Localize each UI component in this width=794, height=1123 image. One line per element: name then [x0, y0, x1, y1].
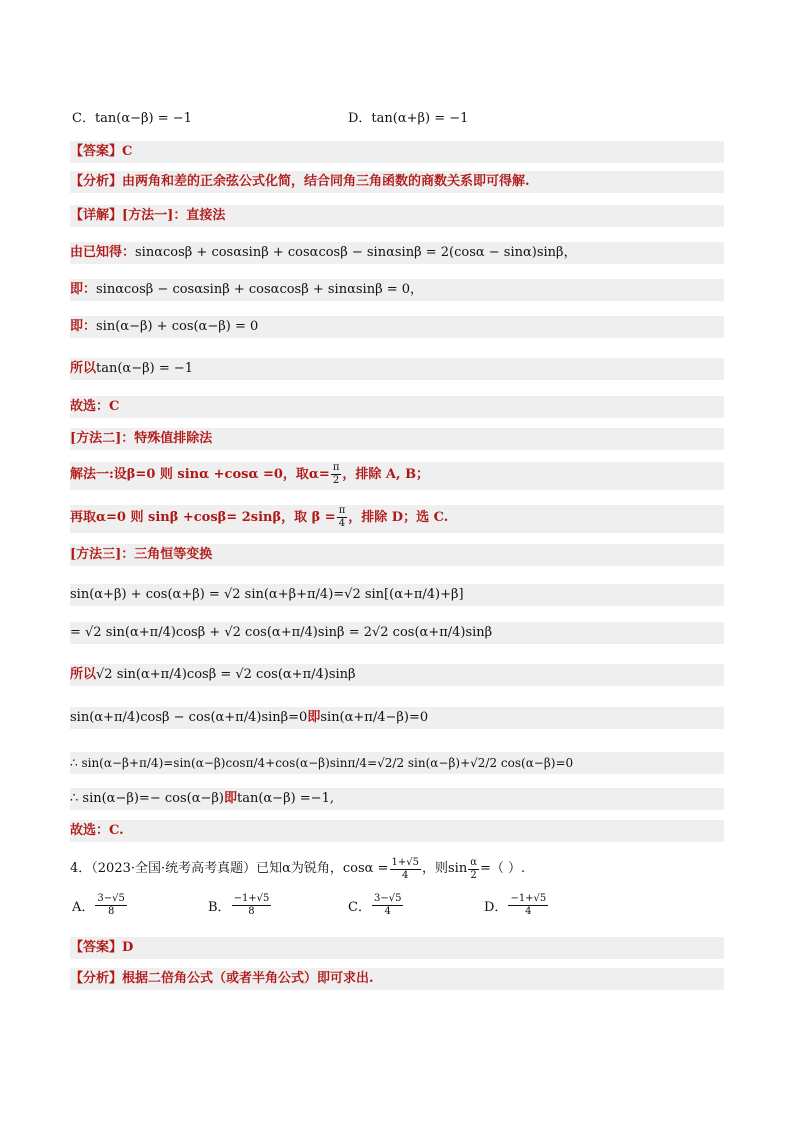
prefix: 所以: [70, 361, 97, 376]
analysis-text: 由两角和差的正余弦公式化简，结合同角三角函数的商数关系即可得解.: [122, 174, 530, 189]
denominator: 4: [338, 518, 346, 529]
math: sin(α−β) + cos(α−β) = 0: [96, 319, 259, 334]
math: ∴ sin(α−β)=− cos(α−β): [70, 791, 224, 806]
text: ，排除 A, B；: [342, 467, 430, 482]
fraction: [95, 893, 126, 918]
fraction: [372, 893, 403, 918]
label: B．: [208, 900, 231, 915]
method3-line3: [70, 664, 724, 686]
q4-analysis-row: [70, 968, 724, 990]
q4-option-b: [208, 893, 272, 918]
option-d: D．tan(α+β) = −1: [348, 111, 469, 126]
method2-title: [方法二]：特殊值排除法: [70, 428, 724, 450]
denominator: 2: [332, 475, 340, 486]
method1-line3: [70, 316, 724, 338]
stem-text: sin: [448, 861, 468, 876]
fraction: [337, 505, 348, 530]
q4-option-a: [72, 893, 128, 918]
denominator: 4: [525, 906, 532, 917]
analysis-tag: 【分析】: [70, 174, 123, 189]
numerator: 3−√5: [373, 893, 402, 904]
analysis-tag: 【分析】: [70, 971, 123, 986]
math: sin(α+π/4)cosβ − cos(α+π/4)sinβ=0: [70, 710, 308, 725]
fraction: [232, 893, 272, 918]
denominator: 4: [384, 906, 391, 917]
numerator: α: [470, 856, 477, 868]
q4-answer-tag: 【答案】D: [70, 937, 724, 959]
fraction: [331, 462, 342, 487]
stem-text: α为锐角，cosα =: [282, 861, 389, 876]
denominator: 4: [402, 869, 409, 881]
math: sin(α+π/4−β)=0: [320, 710, 429, 725]
fraction: [390, 857, 421, 882]
denominator: 8: [248, 906, 255, 917]
stem-text: ，则: [421, 861, 448, 876]
stem-text: =（ ）.: [479, 861, 526, 876]
math: tan(α−β) = −1: [96, 361, 194, 376]
prefix: 即：: [70, 319, 97, 334]
label: C．: [348, 900, 371, 915]
method1-choice: 故选：C: [70, 396, 724, 418]
method3-line1: sin(α+β) + cos(α+β) = √2 sin(α+β+π/4)=√2 sin[(α+π/4)+β]: [70, 584, 724, 606]
numerator: π: [332, 462, 340, 473]
numerator: −1+√5: [510, 893, 547, 904]
method3-title: [方法三]：三角恒等变换: [70, 544, 724, 566]
numerator: 3−√5: [97, 893, 125, 904]
q4-option-c: [348, 893, 404, 918]
method2-line2: [70, 505, 724, 533]
text: 解法一:设β=0 则 sinα +cosα =0，取α=: [70, 467, 330, 482]
fraction: [468, 857, 479, 882]
detail-tag: 【详解】: [70, 208, 123, 223]
method3-choice: 故选：C.: [70, 820, 724, 842]
q4-option-d: [484, 893, 549, 918]
label: D．: [484, 900, 508, 915]
option-c: C．tan(α−β) = −1: [72, 111, 192, 126]
analysis-row: [70, 171, 724, 193]
numerator: π: [338, 505, 346, 516]
denominator: 8: [107, 906, 115, 917]
denominator: 2: [470, 869, 477, 881]
method1-line2: [70, 279, 724, 301]
math: sinαcosβ + cosαsinβ + cosαcosβ − sinαsinβ = 2(cosα − sinα)sinβ，: [135, 245, 577, 260]
math: √2 sin(α+π/4)cosβ = √2 cos(α+π/4)sinβ: [96, 667, 356, 682]
method1-title: [方法一]：直接法: [122, 208, 226, 223]
math: sinαcosβ − cosαsinβ + cosαcosβ + sinαsinβ = 0，: [96, 282, 424, 297]
q4-stem: [70, 854, 724, 884]
method1-line1: [70, 242, 724, 264]
prefix: 由已知得：: [70, 245, 136, 260]
prefix: 所以: [70, 667, 97, 682]
stem-text: 4．（2023·全国·统考高考真题）已知: [70, 861, 283, 876]
fraction: [508, 893, 548, 918]
numerator: −1+√5: [233, 893, 270, 904]
label: A．: [72, 900, 95, 915]
connector: 即: [223, 791, 237, 806]
detail-row: [70, 205, 724, 227]
text: 再取α=0 则 sinβ +cosβ= 2sinβ，取 β =: [70, 510, 336, 525]
connector: 即: [307, 710, 321, 725]
prefix: 即：: [70, 282, 97, 297]
method3-line4: [70, 707, 724, 729]
method1-line4: [70, 358, 724, 380]
method3-line5: ∴ sin(α−β+π/4)=sin(α−β)cosπ/4+cos(α−β)sinπ/4=√2/2 sin(α−β)+√2/2 cos(α−β)=0: [70, 752, 724, 774]
method2-line1: [70, 462, 724, 490]
numerator: 1+√5: [391, 856, 419, 868]
text: ，排除 D；选 C.: [348, 510, 449, 525]
analysis-text: 根据二倍角公式（或者半角公式）即可求出.: [122, 971, 374, 986]
math: tan(α−β) =−1,: [236, 791, 334, 806]
method3-line6: [70, 788, 724, 810]
method3-line2: = √2 sin(α+π/4)cosβ + √2 cos(α+π/4)sinβ = 2√2 cos(α+π/4)sinβ: [70, 622, 724, 644]
answer-tag: 【答案】C: [70, 141, 724, 163]
